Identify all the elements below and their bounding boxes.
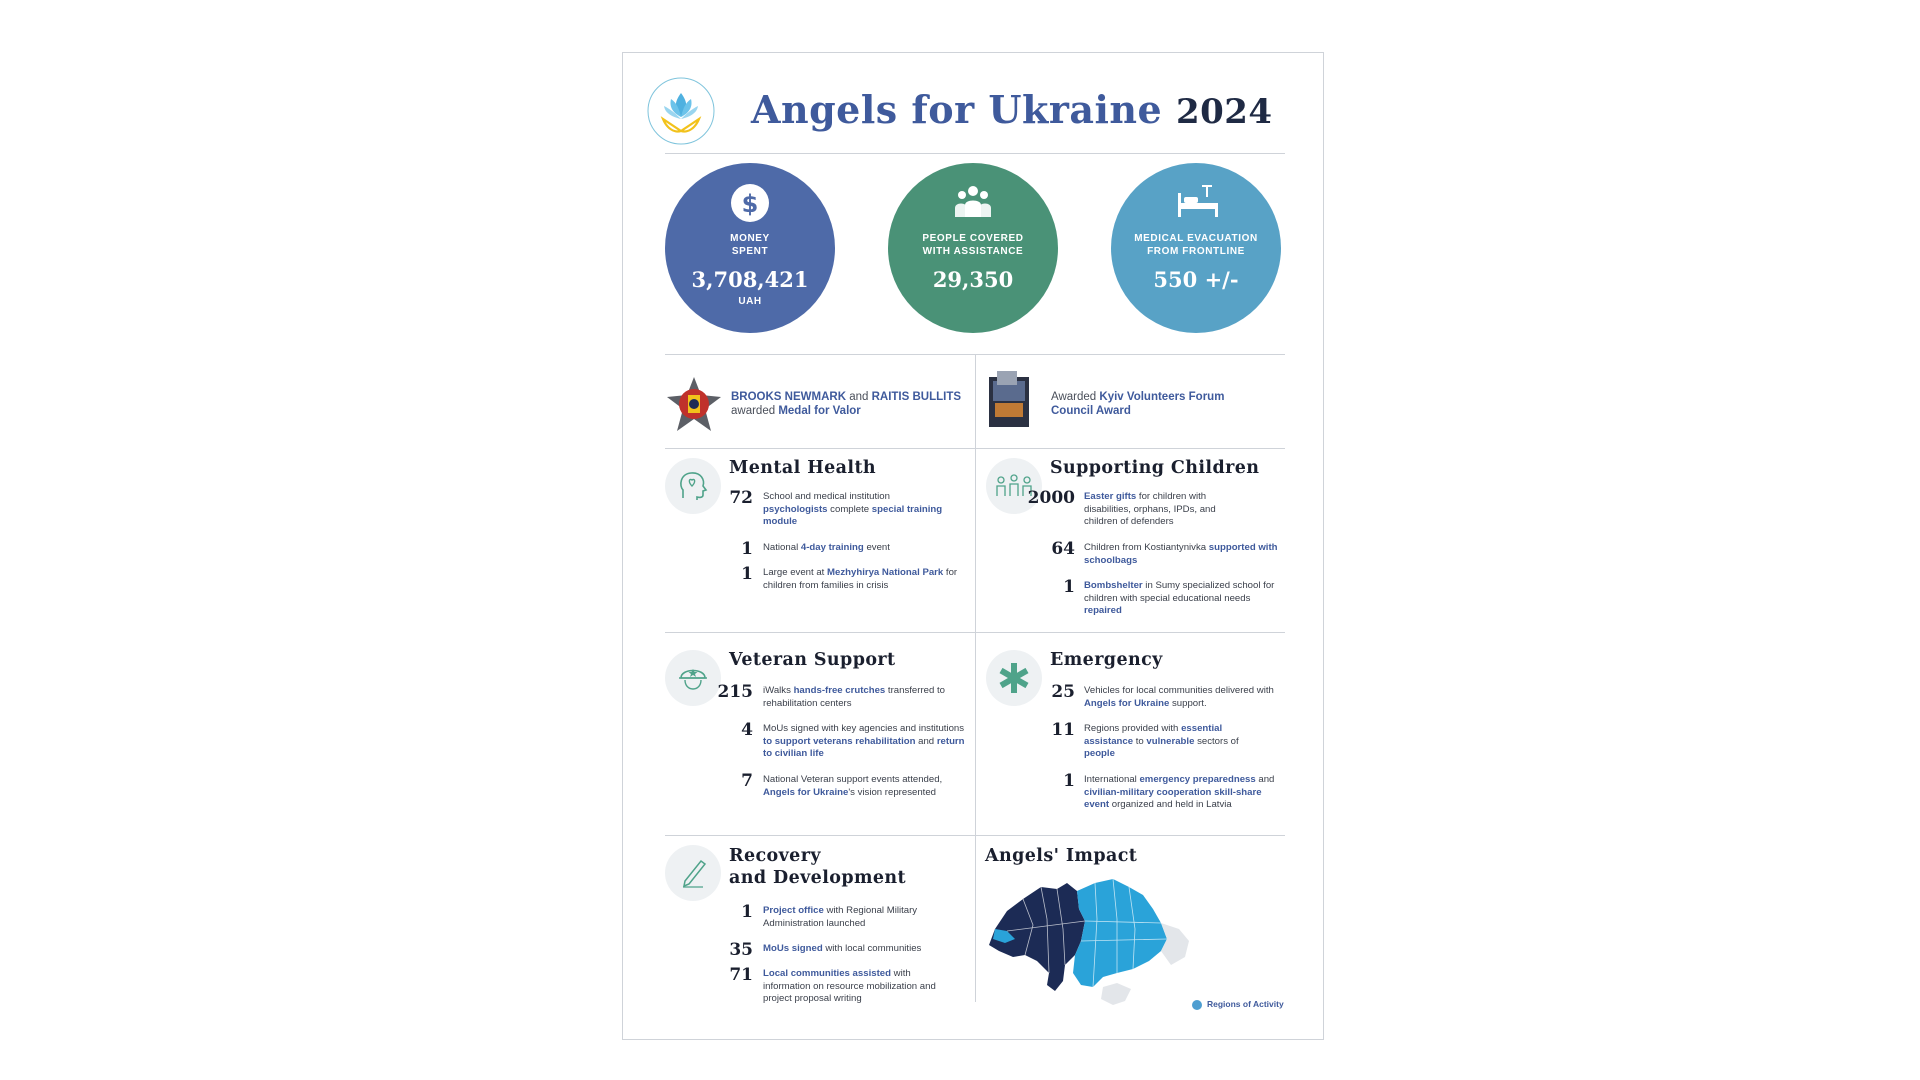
stat-number: 25	[1051, 682, 1075, 702]
stat-description: Easter gifts for children with disabilities, orphans, IPDs, and children of defenders	[1084, 491, 1216, 527]
infographic-page	[622, 52, 1324, 1040]
stat-number: 215	[717, 682, 753, 702]
award-medal-for-valor: BROOKS NEWMARK and RAITIS BULLITS awarded Medal for Valor	[731, 391, 962, 417]
award-kyiv-volunteers: Awarded Kyiv Volunteers Forum Council Award	[1051, 391, 1225, 417]
stat-description: Vehicles for local communities delivered with Angels for Ukraine support.	[1084, 685, 1274, 709]
stat-description: Bombshelter in Sumy specialized school for children with special educational needs repaired	[1084, 580, 1275, 616]
divider	[665, 153, 1285, 154]
stat-money-spent	[665, 163, 835, 333]
column-divider	[975, 354, 976, 1002]
stat-number: 1	[1063, 577, 1075, 597]
stat-number: 1	[741, 902, 753, 922]
stat-number: 1	[1063, 771, 1075, 791]
stat-unit: UAH	[738, 296, 762, 307]
stat-description: Large event at Mezhyhirya National Park for children from families in crisis	[763, 567, 958, 591]
stat-label: PEOPLE COVERED WITH ASSISTANCE	[922, 233, 1024, 257]
stat-description: Project office with Regional Military Administration launched	[763, 905, 918, 929]
section-title-recovery: Recovery and Development	[729, 846, 907, 888]
stat-value: 550 +/-	[1153, 267, 1239, 292]
ukraine-map	[985, 869, 1205, 1009]
stat-description: MoUs signed with local communities	[763, 943, 922, 954]
section-title-emergency: Emergency	[1050, 650, 1163, 670]
stat-number: 1	[741, 564, 753, 584]
stat-description: National Veteran support events attended, Angels for Ukraine's vision represented	[763, 774, 943, 798]
stat-medical-evacuation	[1111, 163, 1281, 333]
stat-number: 71	[729, 965, 753, 985]
stat-label: MEDICAL EVACUATION FROM FRONTLINE	[1134, 233, 1258, 257]
stat-number: 72	[729, 488, 753, 508]
stat-description: Local communities assisted with information on resource mobilization and project proposal writing	[763, 968, 936, 1004]
pencil-icon	[675, 855, 711, 891]
divider	[665, 835, 1285, 836]
stat-description: National 4-day training event	[763, 542, 890, 553]
legend-label: Regions of Activity	[1207, 999, 1284, 1009]
dollar-icon	[728, 181, 772, 225]
stat-number: 7	[741, 771, 753, 791]
stat-number: 11	[1051, 720, 1075, 740]
recovery-icon-bubble	[665, 845, 721, 901]
stat-number: 64	[1051, 539, 1075, 559]
legend-dot	[1192, 1000, 1202, 1010]
stat-label: MONEY SPENT	[730, 233, 770, 257]
medal-icon	[665, 375, 723, 438]
section-title-mental-health: Mental Health	[729, 458, 877, 478]
divider	[665, 448, 1285, 449]
divider	[665, 632, 1285, 633]
stat-number: 1	[741, 539, 753, 559]
section-title-supporting-children: Supporting Children	[1050, 458, 1260, 478]
svg-text:$: $	[741, 190, 759, 218]
stat-description: MoUs signed with key agencies and institutions to support veterans rehabilitation and return to civilian life	[763, 723, 965, 759]
stat-description: Children from Kostiantynivka supported with schoolbags	[1084, 542, 1278, 566]
stat-number: 35	[729, 940, 753, 960]
stat-description: Regions provided with essential assistance to vulnerable sectors of people	[1084, 723, 1239, 759]
stat-value: 29,350	[932, 267, 1014, 292]
stat-number: 4	[741, 720, 753, 740]
people-icon	[951, 181, 995, 225]
hospital-bed-icon	[1174, 181, 1222, 225]
stat-people-covered	[888, 163, 1058, 333]
section-title-veteran-support: Veteran Support	[729, 650, 896, 670]
stat-number: 2000	[1027, 488, 1075, 508]
title-text: Angels for Ukraine	[751, 87, 1163, 132]
award-book-icon	[985, 369, 1037, 436]
stat-description: iWalks hands-free crutches transferred to rehabilitation centers	[763, 685, 945, 709]
stat-value: 3,708,421	[691, 267, 809, 292]
stat-description: School and medical institution psychologists complete special training module	[763, 491, 943, 527]
title-year: 2024	[1175, 92, 1273, 132]
section-title-impact: Angels' Impact	[985, 846, 1138, 866]
stat-description: International emergency preparedness and civilian-military cooperation skill-share event organized and held in Latvia	[1084, 774, 1275, 810]
page-title	[751, 87, 1273, 132]
logo	[645, 75, 717, 147]
logo-emblem	[645, 75, 717, 147]
